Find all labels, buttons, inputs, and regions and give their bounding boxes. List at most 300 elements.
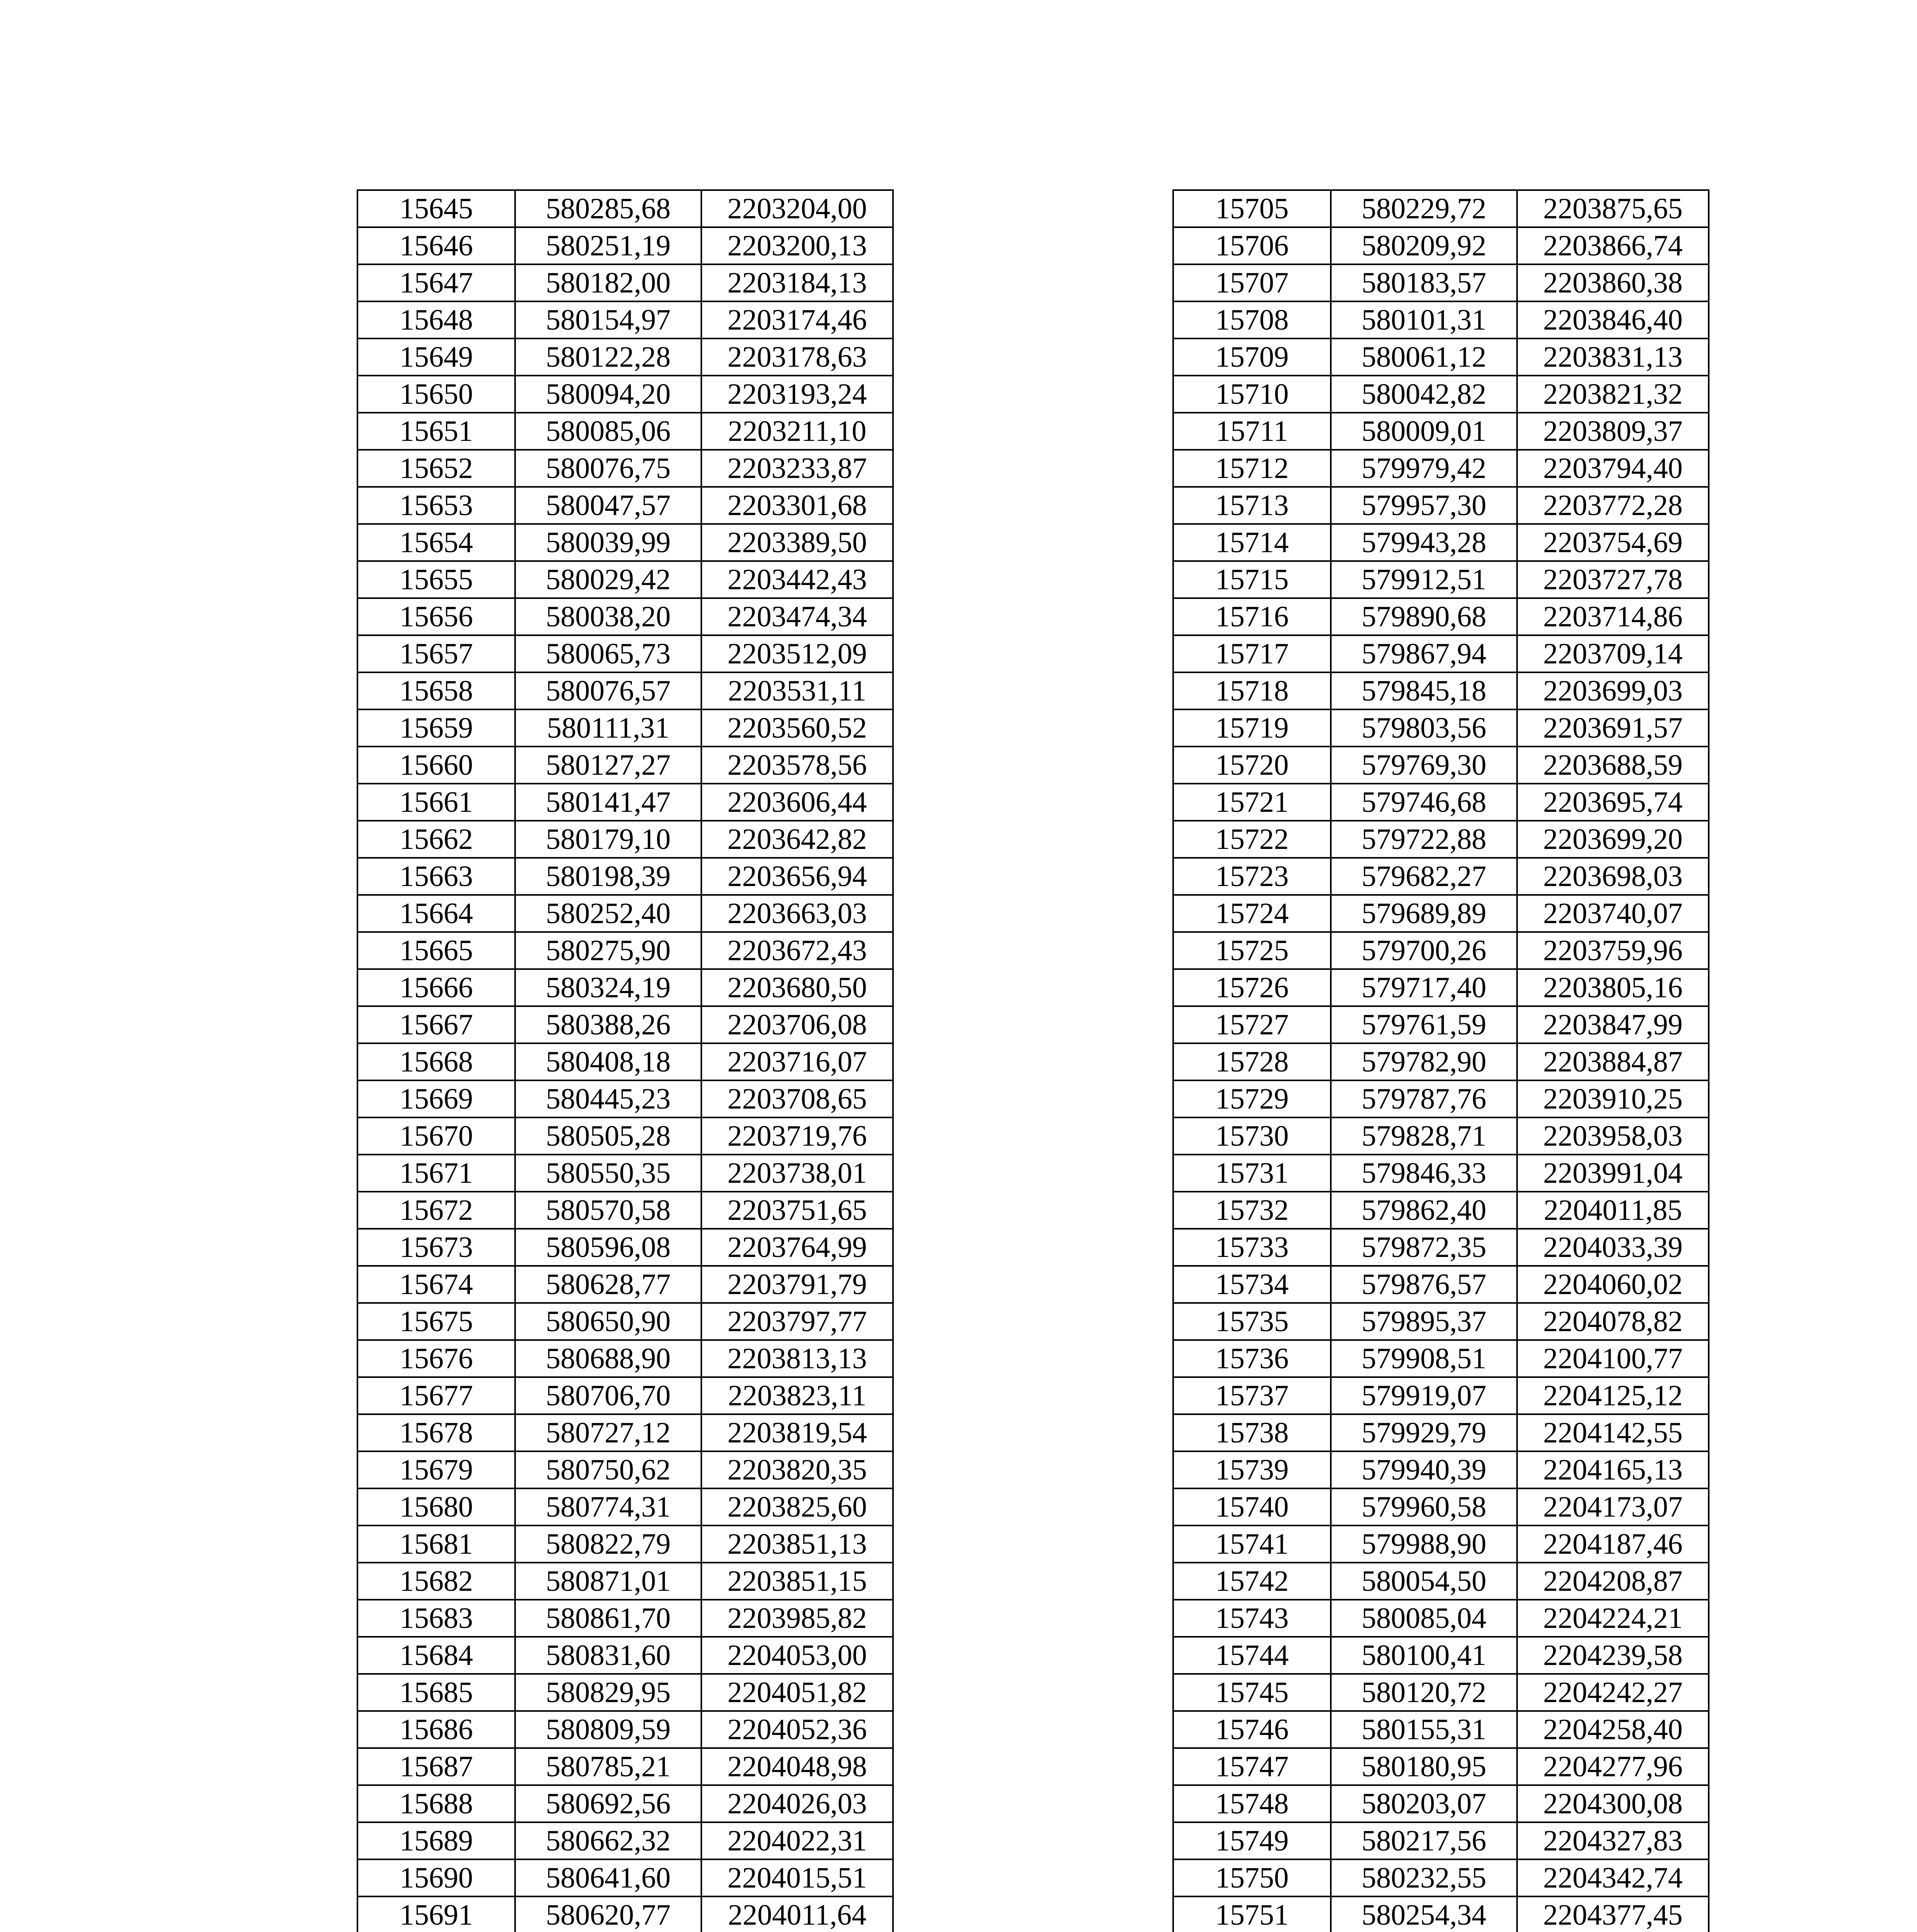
table-row [1173,561,1709,598]
point-number-cell: 15657 [357,635,515,672]
x-coordinate-cell: 580065,73 [515,635,701,672]
table-row [357,561,893,598]
point-number-cell: 15648 [357,301,515,338]
x-coordinate-cell: 579957,30 [1331,487,1517,524]
x-coordinate-cell: 579943,28 [1331,524,1517,561]
y-coordinate-cell: 2204239,58 [1517,1637,1709,1674]
x-coordinate-cell: 580620,77 [515,1896,701,1932]
table-row [357,1192,893,1229]
point-number-cell: 15656 [357,598,515,635]
point-number-cell: 15673 [357,1229,515,1266]
table-row [1173,784,1709,821]
point-number-cell: 15674 [357,1266,515,1303]
y-coordinate-cell: 2203754,69 [1517,524,1709,561]
table-row [357,1859,893,1896]
y-coordinate-cell: 2203847,99 [1517,1006,1709,1043]
point-number-cell: 15676 [357,1340,515,1377]
x-coordinate-cell: 580650,90 [515,1303,701,1340]
table-row [357,1080,893,1117]
table-row [1173,1043,1709,1080]
y-coordinate-cell: 2204187,46 [1517,1526,1709,1563]
point-number-cell: 15664 [357,895,515,932]
point-number-cell: 15729 [1173,1080,1331,1117]
table-row [1173,487,1709,524]
table-row [357,1451,893,1488]
x-coordinate-cell: 579689,89 [1331,895,1517,932]
y-coordinate-cell: 2203211,10 [701,413,893,450]
y-coordinate-cell: 2203794,40 [1517,450,1709,487]
table-row [357,672,893,709]
y-coordinate-cell: 2203823,11 [701,1377,893,1414]
y-coordinate-cell: 2204060,02 [1517,1266,1709,1303]
x-coordinate-cell: 580182,00 [515,264,701,301]
y-coordinate-cell: 2203797,77 [701,1303,893,1340]
x-coordinate-cell: 579717,40 [1331,969,1517,1006]
point-number-cell: 15707 [1173,264,1331,301]
table-body [357,190,893,1932]
x-coordinate-cell: 580774,31 [515,1488,701,1526]
x-coordinate-cell: 580229,72 [1331,190,1517,227]
y-coordinate-cell: 2203851,13 [701,1526,893,1563]
y-coordinate-cell: 2204342,74 [1517,1859,1709,1896]
x-coordinate-cell: 580861,70 [515,1600,701,1637]
x-coordinate-cell: 579746,68 [1331,784,1517,821]
y-coordinate-cell: 2203759,96 [1517,932,1709,969]
point-number-cell: 15733 [1173,1229,1331,1266]
point-number-cell: 15671 [357,1155,515,1192]
y-coordinate-cell: 2204022,31 [701,1822,893,1859]
x-coordinate-cell: 579700,26 [1331,932,1517,969]
y-coordinate-cell: 2203691,57 [1517,709,1709,747]
table-row [1173,1674,1709,1711]
x-coordinate-cell: 579912,51 [1331,561,1517,598]
x-coordinate-cell: 580662,32 [515,1822,701,1859]
point-number-cell: 15678 [357,1414,515,1451]
point-number-cell: 15739 [1173,1451,1331,1488]
point-number-cell: 15691 [357,1896,515,1932]
y-coordinate-cell: 2203751,65 [701,1192,893,1229]
table-row [1173,338,1709,376]
point-number-cell: 15662 [357,821,515,858]
point-number-cell: 15652 [357,450,515,487]
x-coordinate-cell: 580122,28 [515,338,701,376]
table-row [357,932,893,969]
point-number-cell: 15728 [1173,1043,1331,1080]
point-number-cell: 15708 [1173,301,1331,338]
x-coordinate-cell: 579862,40 [1331,1192,1517,1229]
table-row [357,1896,893,1932]
y-coordinate-cell: 2203772,28 [1517,487,1709,524]
point-number-cell: 15665 [357,932,515,969]
x-coordinate-cell: 580127,27 [515,747,701,784]
table-row [357,376,893,413]
table-row [357,227,893,264]
x-coordinate-cell: 580727,12 [515,1414,701,1451]
table-row [1173,264,1709,301]
table-row [357,1155,893,1192]
x-coordinate-cell: 580831,60 [515,1637,701,1674]
x-coordinate-cell: 579979,42 [1331,450,1517,487]
x-coordinate-cell: 580076,75 [515,450,701,487]
point-number-cell: 15745 [1173,1674,1331,1711]
x-coordinate-cell: 580203,07 [1331,1785,1517,1822]
x-coordinate-cell: 579782,90 [1331,1043,1517,1080]
y-coordinate-cell: 2204173,07 [1517,1488,1709,1526]
x-coordinate-cell: 579872,35 [1331,1229,1517,1266]
x-coordinate-cell: 580809,59 [515,1711,701,1748]
x-coordinate-cell: 580445,23 [515,1080,701,1117]
x-coordinate-cell: 579919,07 [1331,1377,1517,1414]
point-number-cell: 15655 [357,561,515,598]
y-coordinate-cell: 2204125,12 [1517,1377,1709,1414]
x-coordinate-cell: 580217,56 [1331,1822,1517,1859]
point-number-cell: 15661 [357,784,515,821]
table-row [357,413,893,450]
table-row [357,1488,893,1526]
table-row [1173,301,1709,338]
y-coordinate-cell: 2204258,40 [1517,1711,1709,1748]
y-coordinate-cell: 2204026,03 [701,1785,893,1822]
point-number-cell: 15659 [357,709,515,747]
y-coordinate-cell: 2203699,03 [1517,672,1709,709]
x-coordinate-cell: 579845,18 [1331,672,1517,709]
y-coordinate-cell: 2203606,44 [701,784,893,821]
y-coordinate-cell: 2203851,15 [701,1563,893,1600]
y-coordinate-cell: 2203699,20 [1517,821,1709,858]
x-coordinate-cell: 579846,33 [1331,1155,1517,1192]
y-coordinate-cell: 2203301,68 [701,487,893,524]
x-coordinate-cell: 579867,94 [1331,635,1517,672]
table-row [357,301,893,338]
table-row [1173,598,1709,635]
point-number-cell: 15649 [357,338,515,376]
point-number-cell: 15730 [1173,1117,1331,1155]
x-coordinate-cell: 579908,51 [1331,1340,1517,1377]
table-row [357,747,893,784]
y-coordinate-cell: 2203698,03 [1517,858,1709,895]
y-coordinate-cell: 2203708,65 [701,1080,893,1117]
table-row [357,1340,893,1377]
table-row [1173,227,1709,264]
point-number-cell: 15680 [357,1488,515,1526]
point-number-cell: 15736 [1173,1340,1331,1377]
table-row [1173,747,1709,784]
y-coordinate-cell: 2203184,13 [701,264,893,301]
y-coordinate-cell: 2204208,87 [1517,1563,1709,1600]
point-number-cell: 15690 [357,1859,515,1896]
y-coordinate-cell: 2204142,55 [1517,1414,1709,1451]
table-row [1173,1229,1709,1266]
point-number-cell: 15746 [1173,1711,1331,1748]
y-coordinate-cell: 2204242,27 [1517,1674,1709,1711]
y-coordinate-cell: 2203663,03 [701,895,893,932]
table-row [1173,1340,1709,1377]
coordinates-table-left [357,189,894,1932]
table-row [357,1303,893,1340]
point-number-cell: 15658 [357,672,515,709]
x-coordinate-cell: 580100,41 [1331,1637,1517,1674]
y-coordinate-cell: 2203791,79 [701,1266,893,1303]
table-row [357,709,893,747]
table-row [357,1229,893,1266]
point-number-cell: 15715 [1173,561,1331,598]
x-coordinate-cell: 580198,39 [515,858,701,895]
table-row [1173,1155,1709,1192]
table-row [1173,895,1709,932]
table-row [357,1526,893,1563]
x-coordinate-cell: 580042,82 [1331,376,1517,413]
y-coordinate-cell: 2204078,82 [1517,1303,1709,1340]
y-coordinate-cell: 2203820,35 [701,1451,893,1488]
point-number-cell: 15716 [1173,598,1331,635]
y-coordinate-cell: 2204051,82 [701,1674,893,1711]
x-coordinate-cell: 580047,57 [515,487,701,524]
y-coordinate-cell: 2203706,08 [701,1006,893,1043]
point-number-cell: 15711 [1173,413,1331,450]
y-coordinate-cell: 2204011,85 [1517,1192,1709,1229]
point-number-cell: 15689 [357,1822,515,1859]
point-number-cell: 15723 [1173,858,1331,895]
x-coordinate-cell: 579940,39 [1331,1451,1517,1488]
x-coordinate-cell: 580009,01 [1331,413,1517,450]
point-number-cell: 15719 [1173,709,1331,747]
y-coordinate-cell: 2203672,43 [701,932,893,969]
table-row [1173,1896,1709,1932]
table-row [1173,1488,1709,1526]
table-row [1173,1748,1709,1785]
point-number-cell: 15751 [1173,1896,1331,1932]
point-number-cell: 15741 [1173,1526,1331,1563]
point-number-cell: 15720 [1173,747,1331,784]
point-number-cell: 15713 [1173,487,1331,524]
point-number-cell: 15681 [357,1526,515,1563]
y-coordinate-cell: 2203831,13 [1517,338,1709,376]
table-row [357,190,893,227]
table-row [357,450,893,487]
y-coordinate-cell: 2203738,01 [701,1155,893,1192]
x-coordinate-cell: 579828,71 [1331,1117,1517,1155]
table-row [1173,672,1709,709]
table-row [1173,1117,1709,1155]
x-coordinate-cell: 580505,28 [515,1117,701,1155]
x-coordinate-cell: 580688,90 [515,1340,701,1377]
table-row [1173,1377,1709,1414]
point-number-cell: 15684 [357,1637,515,1674]
x-coordinate-cell: 579722,88 [1331,821,1517,858]
point-number-cell: 15724 [1173,895,1331,932]
table-row [1173,1451,1709,1488]
point-number-cell: 15670 [357,1117,515,1155]
table-row [1173,376,1709,413]
x-coordinate-cell: 579988,90 [1331,1526,1517,1563]
table-row [357,1563,893,1600]
table-row [1173,1859,1709,1896]
y-coordinate-cell: 2203233,87 [701,450,893,487]
point-number-cell: 15666 [357,969,515,1006]
table-row [1173,524,1709,561]
x-coordinate-cell: 580692,56 [515,1785,701,1822]
x-coordinate-cell: 580155,31 [1331,1711,1517,1748]
y-coordinate-cell: 2203825,60 [701,1488,893,1526]
y-coordinate-cell: 2203560,52 [701,709,893,747]
x-coordinate-cell: 580254,34 [1331,1896,1517,1932]
x-coordinate-cell: 579761,59 [1331,1006,1517,1043]
table-row [357,1600,893,1637]
y-coordinate-cell: 2204015,51 [701,1859,893,1896]
table-row [1173,969,1709,1006]
point-number-cell: 15748 [1173,1785,1331,1822]
y-coordinate-cell: 2203442,43 [701,561,893,598]
y-coordinate-cell: 2203716,07 [701,1043,893,1080]
table-row [1173,1600,1709,1637]
point-number-cell: 15686 [357,1711,515,1748]
table-row [1173,1563,1709,1600]
y-coordinate-cell: 2203764,99 [701,1229,893,1266]
x-coordinate-cell: 580085,04 [1331,1600,1517,1637]
y-coordinate-cell: 2203819,54 [701,1414,893,1451]
point-number-cell: 15737 [1173,1377,1331,1414]
point-number-cell: 15717 [1173,635,1331,672]
y-coordinate-cell: 2203174,46 [701,301,893,338]
coordinates-table-right [1172,189,1709,1932]
table-row [357,1785,893,1822]
table-row [357,969,893,1006]
point-number-cell: 15705 [1173,190,1331,227]
x-coordinate-cell: 580252,40 [515,895,701,932]
table-row [1173,1080,1709,1117]
x-coordinate-cell: 580785,21 [515,1748,701,1785]
y-coordinate-cell: 2204377,45 [1517,1896,1709,1932]
y-coordinate-cell: 2203642,82 [701,821,893,858]
table-row [1173,858,1709,895]
x-coordinate-cell: 580054,50 [1331,1563,1517,1600]
y-coordinate-cell: 2203474,34 [701,598,893,635]
table-row [1173,1526,1709,1563]
y-coordinate-cell: 2203709,14 [1517,635,1709,672]
x-coordinate-cell: 580550,35 [515,1155,701,1192]
table-row [1173,821,1709,858]
point-number-cell: 15706 [1173,227,1331,264]
y-coordinate-cell: 2203204,00 [701,190,893,227]
point-number-cell: 15750 [1173,1859,1331,1896]
table-row [1173,1414,1709,1451]
table-row [357,1711,893,1748]
x-coordinate-cell: 580408,18 [515,1043,701,1080]
point-number-cell: 15660 [357,747,515,784]
x-coordinate-cell: 579890,68 [1331,598,1517,635]
y-coordinate-cell: 2203719,76 [701,1117,893,1155]
y-coordinate-cell: 2203680,50 [701,969,893,1006]
y-coordinate-cell: 2204052,36 [701,1711,893,1748]
point-number-cell: 15668 [357,1043,515,1080]
table-row [357,1822,893,1859]
x-coordinate-cell: 580388,26 [515,1006,701,1043]
point-number-cell: 15727 [1173,1006,1331,1043]
table-row [1173,1266,1709,1303]
x-coordinate-cell: 579895,37 [1331,1303,1517,1340]
y-coordinate-cell: 2204300,08 [1517,1785,1709,1822]
y-coordinate-cell: 2203178,63 [701,338,893,376]
point-number-cell: 15735 [1173,1303,1331,1340]
y-coordinate-cell: 2203193,24 [701,376,893,413]
point-number-cell: 15744 [1173,1637,1331,1674]
table-row [357,1748,893,1785]
point-number-cell: 15653 [357,487,515,524]
y-coordinate-cell: 2203512,09 [701,635,893,672]
y-coordinate-cell: 2203991,04 [1517,1155,1709,1192]
table-row [1173,450,1709,487]
x-coordinate-cell: 580076,57 [515,672,701,709]
y-coordinate-cell: 2203578,56 [701,747,893,784]
y-coordinate-cell: 2204277,96 [1517,1748,1709,1785]
x-coordinate-cell: 580871,01 [515,1563,701,1600]
x-coordinate-cell: 580641,60 [515,1859,701,1896]
table-row [357,1006,893,1043]
x-coordinate-cell: 580120,72 [1331,1674,1517,1711]
point-number-cell: 15710 [1173,376,1331,413]
x-coordinate-cell: 580029,42 [515,561,701,598]
table-row [357,1266,893,1303]
table-row [357,821,893,858]
x-coordinate-cell: 580094,20 [515,376,701,413]
point-number-cell: 15651 [357,413,515,450]
table-row [357,635,893,672]
point-number-cell: 15650 [357,376,515,413]
table-row [1173,413,1709,450]
x-coordinate-cell: 579876,57 [1331,1266,1517,1303]
point-number-cell: 15682 [357,1563,515,1600]
point-number-cell: 15683 [357,1600,515,1637]
point-number-cell: 15725 [1173,932,1331,969]
y-coordinate-cell: 2203860,38 [1517,264,1709,301]
x-coordinate-cell: 580209,92 [1331,227,1517,264]
table-row [357,1414,893,1451]
x-coordinate-cell: 580570,58 [515,1192,701,1229]
y-coordinate-cell: 2203656,94 [701,858,893,895]
y-coordinate-cell: 2203846,40 [1517,301,1709,338]
x-coordinate-cell: 580111,31 [515,709,701,747]
point-number-cell: 15688 [357,1785,515,1822]
point-number-cell: 15654 [357,524,515,561]
x-coordinate-cell: 580141,47 [515,784,701,821]
y-coordinate-cell: 2204100,77 [1517,1340,1709,1377]
x-coordinate-cell: 580285,68 [515,190,701,227]
y-coordinate-cell: 2204048,98 [701,1748,893,1785]
y-coordinate-cell: 2203714,86 [1517,598,1709,635]
x-coordinate-cell: 579769,30 [1331,747,1517,784]
x-coordinate-cell: 580180,95 [1331,1748,1517,1785]
x-coordinate-cell: 580232,55 [1331,1859,1517,1896]
table-row [1173,932,1709,969]
point-number-cell: 15742 [1173,1563,1331,1600]
table-row [1173,1785,1709,1822]
x-coordinate-cell: 580039,99 [515,524,701,561]
y-coordinate-cell: 2203985,82 [701,1600,893,1637]
point-number-cell: 15669 [357,1080,515,1117]
table-row [357,598,893,635]
table-row [1173,1711,1709,1748]
point-number-cell: 15721 [1173,784,1331,821]
x-coordinate-cell: 580596,08 [515,1229,701,1266]
point-number-cell: 15712 [1173,450,1331,487]
table-row [357,895,893,932]
y-coordinate-cell: 2203821,32 [1517,376,1709,413]
table-row [357,1043,893,1080]
point-number-cell: 15667 [357,1006,515,1043]
x-coordinate-cell: 580251,19 [515,227,701,264]
y-coordinate-cell: 2203688,59 [1517,747,1709,784]
table-row [357,524,893,561]
